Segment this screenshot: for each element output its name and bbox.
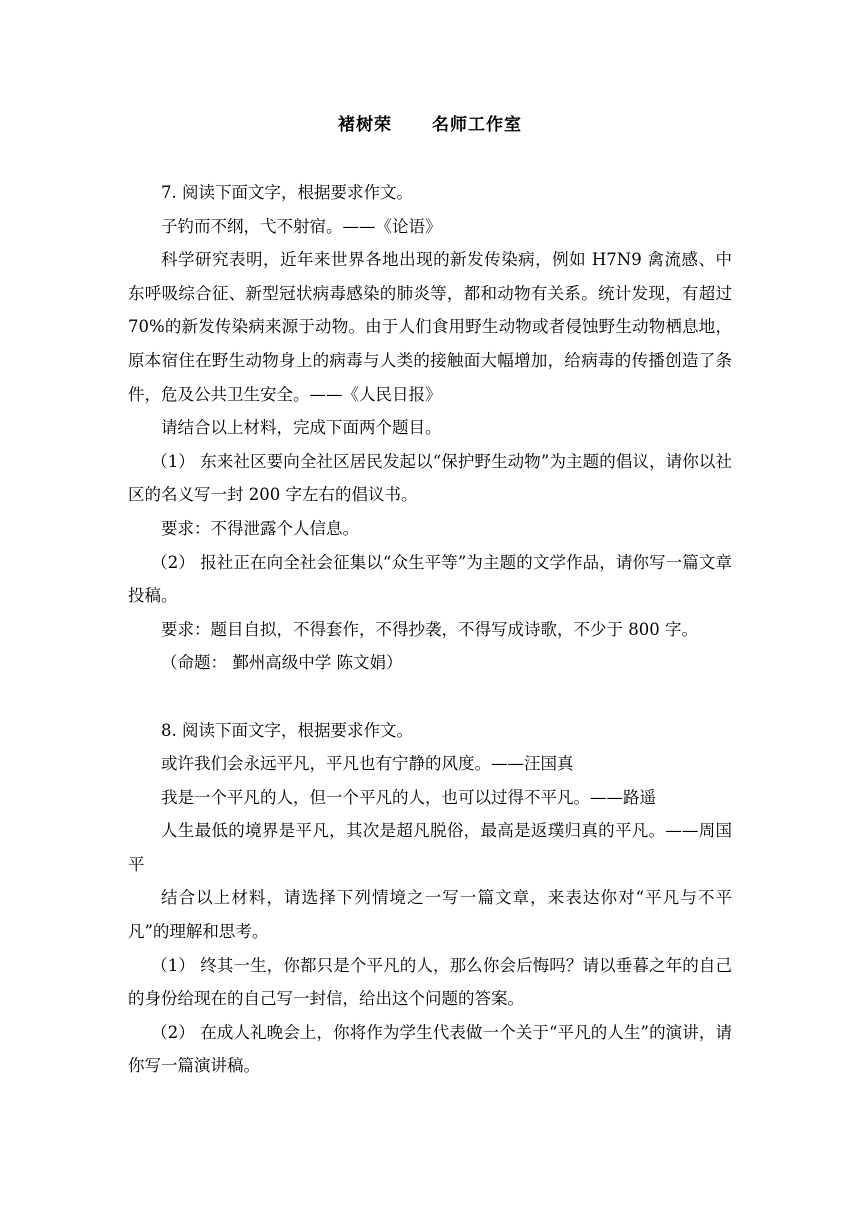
q7-quote: 子钓而不纲，弋不射宿。——《论语》 [161,216,442,236]
q7-requirement-2: 要求：题目自拟，不得套作，不得抄袭，不得写成诗歌，不少于 800 字。 [161,619,698,639]
page-header [0,110,860,135]
q7-title: 7. 阅读下面文字，根据要求作文。 [161,183,413,202]
q8-task-1: （1） 终其一生，你都只是个平凡的人，那么你会后悔吗？请以垂暮之年的自己的身份给现在的自己写一封信，给出这个问题的答案。 [128,955,732,1009]
header-studio: 名师工作室 [432,115,522,135]
q7-requirement-1: 要求：不得泄露个人信息。 [161,518,359,538]
document-body [128,176,732,1083]
q8-quote-1: 或许我们会永远平凡，平凡也有宁静的风度。——汪国真 [161,754,574,774]
q8-instruction: 结合以上材料，请选择下列情境之一写一篇文章，来表达你对“平凡与不平凡”的理解和思考。 [128,888,732,942]
q8-quote-3: 人生最低的境界是平凡，其次是超凡脱俗，最高是返璞归真的平凡。——周国平 [128,821,732,874]
header-name: 褚树荣 [338,115,392,135]
q7-author: （命题： 鄞州高级中学 陈文娟） [161,653,403,673]
q8-quote-2: 我是一个平凡的人，但一个平凡的人，也可以过得不平凡。——路遥 [161,787,656,807]
question-8 [128,714,732,1084]
q7-task-1: （1） 东来社区要向全社区居民发起以“保护野生动物”为主题的倡议，请你以社区的名义写一封 200 字左右的倡议书。 [128,451,732,505]
q8-title: 8. 阅读下面文字，根据要求作文。 [161,720,413,740]
q7-material: 科学研究表明，近年来世界各地出现的新发传染病，例如 H7N9 禽流感、中东呼吸综合征、新型冠状病毒感染的肺炎等，都和动物有关系。统计发现，有超过 70%的新发传染病来源于动物。由于人们食用野生动物或者侵蚀野生动物栖息地，原本宿住在野生动物身上的病毒与人类的接触面大幅增加，给病毒的传播创造了条件，危及公共卫生安全。——《人民日报》 [128,250,732,404]
q7-task-2: （2） 报社正在向全社会征集以“众生平等”为主题的文学作品，请你写一篇文章投稿。 [128,552,732,606]
q7-instruction: 请结合以上材料，完成下面两个题目。 [161,418,442,438]
q8-task-2: （2） 在成人礼晚会上，你将作为学生代表做一个关于“平凡的人生”的演讲，请你写一篇演讲稿。 [128,1022,732,1076]
question-7 [128,176,732,680]
